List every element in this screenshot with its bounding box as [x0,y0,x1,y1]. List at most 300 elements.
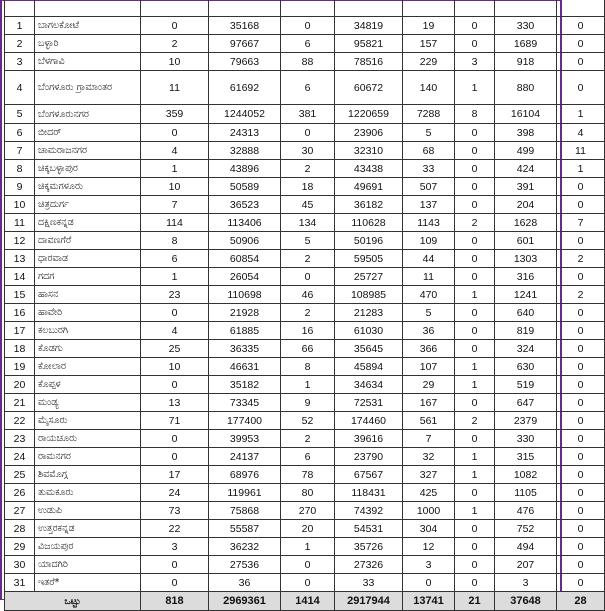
cell-col-6: 0 [455,232,495,250]
cell-col-7: 330 [495,17,557,35]
cell-col-3: 6 [281,448,335,466]
cell-col-5: 140 [403,71,455,105]
table-row [5,286,605,304]
cell-col-6: 2 [455,214,495,232]
cell-col-8: 0 [557,538,605,556]
table-row [5,196,605,214]
cell-col-5: 167 [403,394,455,412]
cell-col-1: 13 [141,394,209,412]
district-name: ಚಿಕ್ಕಮಗಳೂರು [35,178,141,196]
cell-col-8: 0 [557,394,605,412]
cell-col-1: 7 [141,196,209,214]
row-number: 16 [5,304,35,322]
total-label: ಒಟ್ಟು [5,592,141,611]
cell-col-1: 0 [141,17,209,35]
cell-col-6: 0 [455,340,495,358]
cell-col-5: 12 [403,538,455,556]
cell-col-4: 1220659 [335,105,403,124]
row-number: 21 [5,394,35,412]
row-number: 31 [5,574,35,592]
district-name: ಕೊಡಗು [35,340,141,358]
cell-col-2: 50589 [209,178,281,196]
cell-col-5: 137 [403,196,455,214]
cell-col-3: 0 [281,124,335,142]
district-name: ರಾಯಚೂರು [35,430,141,448]
cell-col-1: 10 [141,358,209,376]
row-number: 11 [5,214,35,232]
table-row [5,17,605,35]
cell-col-4: 35726 [335,538,403,556]
cell-col-5: 1000 [403,502,455,520]
district-name: ಮೈಸೂರು [35,412,141,430]
cell-col-8: 0 [557,178,605,196]
cell-col-7: 918 [495,53,557,71]
cell-col-2: 24313 [209,124,281,142]
row-number: 26 [5,484,35,502]
row-number: 14 [5,268,35,286]
district-name: ಕೋಲಾರ [35,358,141,376]
cell-col-5: 507 [403,178,455,196]
cell-col-7: 1628 [495,214,557,232]
cell-col-3: 6 [281,35,335,53]
cell-col-1: 0 [141,304,209,322]
cell-col-7: 630 [495,358,557,376]
cell-col-2: 60854 [209,250,281,268]
cell-col-6: 1 [455,376,495,394]
cell-col-3: 9 [281,394,335,412]
district-name: ಚಾಮರಾಜನಗರ [35,142,141,160]
cell-col-8: 0 [557,502,605,520]
cell-col-8: 0 [557,484,605,502]
cell-col-6: 1 [455,502,495,520]
cell-col-6: 0 [455,538,495,556]
cell-col-6: 1 [455,358,495,376]
cell-col-7: 1689 [495,35,557,53]
cell-col-1: 10 [141,53,209,71]
cell-col-6: 1 [455,71,495,105]
cell-col-3: 0 [281,574,335,592]
cell-col-1: 0 [141,574,209,592]
cell-col-8: 1 [557,160,605,178]
cell-col-1: 25 [141,340,209,358]
cell-col-3: 46 [281,286,335,304]
cell-col-3: 270 [281,502,335,520]
cell-col-8: 0 [557,376,605,394]
cell-col-2: 27536 [209,556,281,574]
cell-col-6: 0 [455,556,495,574]
cell-col-2: 46631 [209,358,281,376]
table-row [5,142,605,160]
table-row [5,520,605,538]
cell-col-7: 324 [495,340,557,358]
cell-col-3: 2 [281,250,335,268]
row-number: 24 [5,448,35,466]
cell-col-8: 0 [557,71,605,105]
district-name: ದಾವಣಗೆರೆ [35,232,141,250]
table-row [5,448,605,466]
cell-col-6: 3 [455,53,495,71]
cell-col-7: 601 [495,232,557,250]
cell-col-6: 0 [455,17,495,35]
cell-col-1: 114 [141,214,209,232]
total-col-5: 13741 [403,592,455,611]
cell-col-8: 0 [557,466,605,484]
cell-col-5: 470 [403,286,455,304]
cell-col-8: 0 [557,196,605,214]
cell-col-3: 88 [281,53,335,71]
cell-col-3: 5 [281,232,335,250]
cell-col-2: 50906 [209,232,281,250]
cell-col-6: 0 [455,178,495,196]
district-name: ಕಲಬುರಗಿ [35,322,141,340]
cell-col-4: 108985 [335,286,403,304]
table-row [5,484,605,502]
row-number: 17 [5,322,35,340]
cell-col-4: 59505 [335,250,403,268]
cell-col-2: 1244052 [209,105,281,124]
cell-col-4: 60672 [335,71,403,105]
cell-col-5: 3 [403,556,455,574]
cell-col-8: 1 [557,105,605,124]
cell-col-8: 0 [557,412,605,430]
district-name: ರಾಮನಗರ [35,448,141,466]
table-row [5,538,605,556]
total-col-3: 1414 [281,592,335,611]
cell-col-5: 366 [403,340,455,358]
cell-col-1: 23 [141,286,209,304]
cell-col-4: 35645 [335,340,403,358]
cell-col-7: 315 [495,448,557,466]
cell-col-6: 0 [455,520,495,538]
table-row [5,394,605,412]
cell-col-3: 18 [281,178,335,196]
district-name: ಮಂಡ್ಯ [35,394,141,412]
cell-col-4: 174460 [335,412,403,430]
row-number: 23 [5,430,35,448]
cell-col-3: 20 [281,520,335,538]
cell-col-3: 80 [281,484,335,502]
cell-col-2: 36232 [209,538,281,556]
cell-col-4: 61030 [335,322,403,340]
table-row [5,160,605,178]
table-row [5,178,605,196]
district-name: ಹಾವೇರಿ [35,304,141,322]
cell-col-7: 204 [495,196,557,214]
district-name: ಗದಗ [35,268,141,286]
table-row [5,412,605,430]
cell-col-5: 68 [403,142,455,160]
cell-col-5: 107 [403,358,455,376]
district-name: ಯಾದಗಿರಿ [35,556,141,574]
district-name: ಇತರೆ* [35,574,141,592]
cell-col-6: 0 [455,35,495,53]
row-number: 27 [5,502,35,520]
district-name: ವಿಜಯಪುರ [35,538,141,556]
cell-col-2: 61692 [209,71,281,105]
cell-col-8: 0 [557,448,605,466]
cell-col-4: 34634 [335,376,403,394]
cell-col-6: 0 [455,430,495,448]
cell-col-5: 157 [403,35,455,53]
row-number: 15 [5,286,35,304]
cell-col-2: 75868 [209,502,281,520]
cell-col-6: 0 [455,484,495,502]
cell-col-2: 35168 [209,17,281,35]
cell-col-3: 16 [281,322,335,340]
district-name: ಬಾಗಲಕೋಟೆ [35,17,141,35]
row-number: 20 [5,376,35,394]
cell-col-1: 0 [141,124,209,142]
table-row [5,430,605,448]
cell-col-8: 0 [557,556,605,574]
row-number: 10 [5,196,35,214]
cell-col-4: 36182 [335,196,403,214]
cell-col-1: 1 [141,160,209,178]
cell-col-2: 55587 [209,520,281,538]
cell-col-2: 26054 [209,268,281,286]
cell-col-2: 113406 [209,214,281,232]
cell-col-5: 11 [403,268,455,286]
cell-col-5: 36 [403,322,455,340]
cell-col-4: 72531 [335,394,403,412]
table-row [5,35,605,53]
cell-col-6: 0 [455,124,495,142]
cell-col-4: 110628 [335,214,403,232]
cell-col-4: 54531 [335,520,403,538]
cell-col-4: 43438 [335,160,403,178]
district-name: ಧಾರವಾಡ [35,250,141,268]
cell-col-1: 17 [141,466,209,484]
district-name: ಉಡುಪಿ [35,502,141,520]
cell-col-2: 32888 [209,142,281,160]
table-row [5,214,605,232]
cell-col-4: 67567 [335,466,403,484]
table-row [5,502,605,520]
table-row [5,71,605,105]
district-name: ಶಿವಮೊಗ್ಗ [35,466,141,484]
cell-col-7: 499 [495,142,557,160]
cell-col-6: 0 [455,394,495,412]
cell-col-6: 0 [455,142,495,160]
cell-col-2: 61885 [209,322,281,340]
cell-col-3: 66 [281,340,335,358]
total-col-2: 2969361 [209,592,281,611]
cell-col-8: 11 [557,142,605,160]
cell-col-3: 45 [281,196,335,214]
cell-col-5: 561 [403,412,455,430]
cell-col-4: 45894 [335,358,403,376]
table-row [5,105,605,124]
cell-col-2: 24137 [209,448,281,466]
cell-col-8: 0 [557,53,605,71]
table-row [5,322,605,340]
cell-col-2: 73345 [209,394,281,412]
cell-col-1: 3 [141,538,209,556]
cell-col-6: 0 [455,268,495,286]
cell-col-6: 1 [455,448,495,466]
cell-col-6: 0 [455,574,495,592]
cell-col-3: 2 [281,430,335,448]
row-number: 3 [5,53,35,71]
district-name: ದಕ್ಷಿಣಕನ್ನಡ [35,214,141,232]
cell-col-5: 44 [403,250,455,268]
district-name: ಬೆಳಗಾವಿ [35,53,141,71]
cell-col-5: 229 [403,53,455,71]
cell-col-8: 0 [557,358,605,376]
cell-col-8: 0 [557,322,605,340]
cell-col-1: 1 [141,268,209,286]
row-number: 13 [5,250,35,268]
cell-col-3: 0 [281,17,335,35]
cell-col-2: 68976 [209,466,281,484]
row-number: 18 [5,340,35,358]
cell-col-3: 52 [281,412,335,430]
cell-col-1: 359 [141,105,209,124]
cell-col-6: 0 [455,196,495,214]
cell-col-5: 32 [403,448,455,466]
cell-col-6: 2 [455,412,495,430]
cell-col-4: 32310 [335,142,403,160]
cell-col-5: 109 [403,232,455,250]
cell-col-5: 1143 [403,214,455,232]
cell-col-3: 0 [281,268,335,286]
cell-col-5: 29 [403,376,455,394]
row-number: 22 [5,412,35,430]
cell-col-3: 2 [281,304,335,322]
district-name: ಚಿಕ್ಕಬಳ್ಳಾಪುರ [35,160,141,178]
cell-col-8: 0 [557,430,605,448]
cell-col-3: 6 [281,71,335,105]
cell-col-5: 33 [403,160,455,178]
row-number: 4 [5,71,35,105]
cell-col-7: 1105 [495,484,557,502]
cell-col-6: 0 [455,304,495,322]
row-number: 29 [5,538,35,556]
district-name: ಉತ್ತರಕನ್ನಡ [35,520,141,538]
cell-col-7: 476 [495,502,557,520]
cell-col-7: 640 [495,304,557,322]
cell-col-3: 2 [281,160,335,178]
table-row [5,304,605,322]
cell-col-3: 78 [281,466,335,484]
district-covid-table [4,0,605,611]
row-number: 19 [5,358,35,376]
table-row [5,53,605,71]
row-number: 5 [5,105,35,124]
cell-col-4: 95821 [335,35,403,53]
cell-col-1: 11 [141,71,209,105]
table-row [5,232,605,250]
district-name: ಬೆಂಗಳೂರು ಗ್ರಾಮಾಂತರ [35,71,141,105]
cell-col-7: 16104 [495,105,557,124]
cell-col-1: 71 [141,412,209,430]
cell-col-3: 1 [281,538,335,556]
cell-col-7: 424 [495,160,557,178]
table-body [5,0,605,611]
row-number: 1 [5,17,35,35]
cell-col-4: 74392 [335,502,403,520]
table-row [5,466,605,484]
cell-col-2: 97667 [209,35,281,53]
row-number: 9 [5,178,35,196]
total-col-6: 21 [455,592,495,611]
district-name: ಬಳ್ಳಾರಿ [35,35,141,53]
cell-col-8: 2 [557,250,605,268]
cell-col-7: 3 [495,574,557,592]
cell-col-6: 1 [455,286,495,304]
cell-col-1: 0 [141,556,209,574]
cell-col-8: 0 [557,304,605,322]
cell-col-5: 5 [403,304,455,322]
row-number: 7 [5,142,35,160]
district-name: ಚಿತ್ರದುರ್ಗ [35,196,141,214]
cell-col-8: 7 [557,214,605,232]
total-row [5,592,605,611]
cell-col-6: 0 [455,160,495,178]
cell-col-8: 0 [557,35,605,53]
district-name: ಬೀದರ್ [35,124,141,142]
row-number: 28 [5,520,35,538]
cell-col-2: 35182 [209,376,281,394]
cell-col-2: 177400 [209,412,281,430]
cell-col-4: 33 [335,574,403,592]
cell-col-1: 0 [141,376,209,394]
cell-col-5: 327 [403,466,455,484]
district-name: ತುಮಕೂರು [35,484,141,502]
cell-col-5: 0 [403,574,455,592]
cell-col-4: 49691 [335,178,403,196]
cell-col-5: 5 [403,124,455,142]
cell-col-2: 21928 [209,304,281,322]
table-row [5,376,605,394]
cell-col-4: 23906 [335,124,403,142]
cell-col-1: 6 [141,250,209,268]
cell-col-8: 0 [557,574,605,592]
cell-col-5: 7 [403,430,455,448]
table-row [5,124,605,142]
cell-col-3: 381 [281,105,335,124]
cell-col-7: 316 [495,268,557,286]
cell-col-1: 4 [141,322,209,340]
cell-col-7: 819 [495,322,557,340]
cell-col-2: 36335 [209,340,281,358]
cell-col-1: 24 [141,484,209,502]
cell-col-6: 8 [455,105,495,124]
cell-col-7: 647 [495,394,557,412]
cell-col-6: 0 [455,250,495,268]
cell-col-4: 34819 [335,17,403,35]
table-row [5,250,605,268]
district-name: ಹಾಸನ [35,286,141,304]
cell-col-1: 0 [141,448,209,466]
total-col-7: 37648 [495,592,557,611]
cell-col-2: 119961 [209,484,281,502]
cell-col-3: 0 [281,556,335,574]
cell-col-4: 23790 [335,448,403,466]
cell-col-2: 79663 [209,53,281,71]
table-header-row [5,0,605,17]
row-number: 6 [5,124,35,142]
cell-col-7: 880 [495,71,557,105]
cell-col-4: 27326 [335,556,403,574]
cell-col-7: 398 [495,124,557,142]
cell-col-1: 0 [141,430,209,448]
cell-col-4: 118431 [335,484,403,502]
district-name: ಬೆಂಗಳೂರುನಗರ [35,105,141,124]
cell-col-2: 110698 [209,286,281,304]
table-row [5,340,605,358]
cell-col-7: 494 [495,538,557,556]
